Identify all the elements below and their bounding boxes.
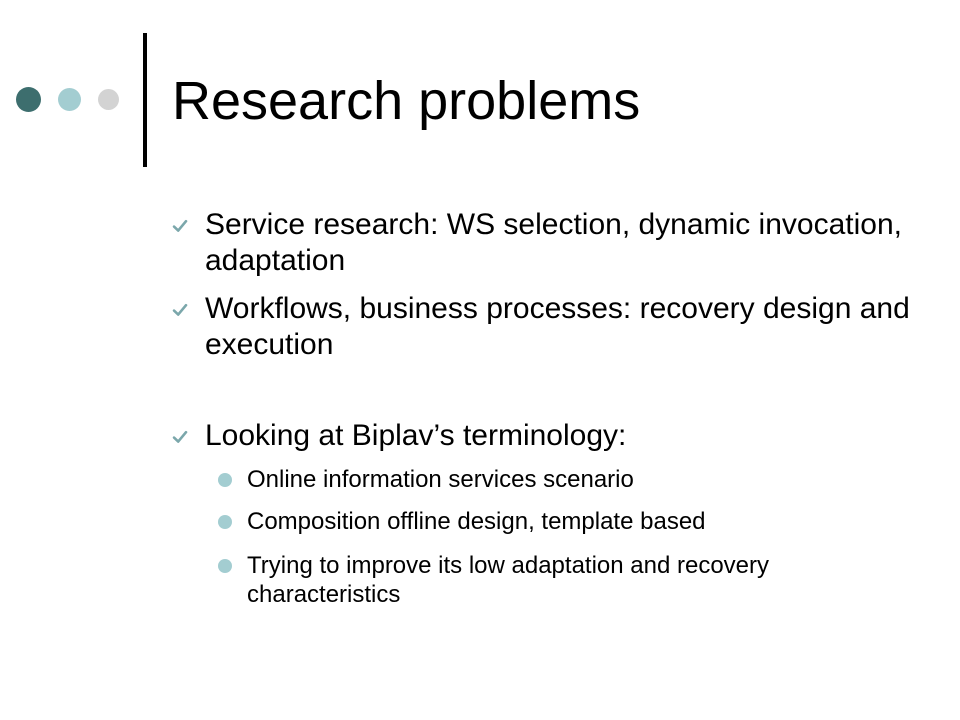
decorative-dot-light <box>98 89 119 110</box>
bullet-item-text: Workflows, business processes: recovery design and execution <box>205 292 910 361</box>
sub-item-adaptation <box>247 551 887 609</box>
bullet-item-terminology <box>205 418 925 454</box>
check-bullet-icon <box>172 302 188 318</box>
bullet-item-text: Looking at Biplav’s terminology: <box>205 419 627 452</box>
check-bullet-icon <box>172 218 188 234</box>
sub-item-text: Composition offline design, template based <box>247 508 706 535</box>
sub-item-text: Trying to improve its low adaptation and recovery characteristics <box>247 552 770 608</box>
sub-item-text: Online information services scenario <box>247 466 634 493</box>
circle-bullet-icon <box>218 473 232 487</box>
circle-bullet-icon <box>218 559 232 573</box>
sub-item-composition <box>247 507 887 536</box>
circle-bullet-icon <box>218 515 232 529</box>
sub-item-online-services <box>247 465 887 494</box>
bullet-item-text: Service research: WS selection, dynamic invocation, adaptation <box>205 208 902 277</box>
title-divider <box>143 33 147 167</box>
decorative-dot-medium <box>58 88 81 111</box>
bullet-item-workflows <box>205 291 925 363</box>
slide-title: Research problems <box>172 71 641 131</box>
bullet-item-service-research <box>205 207 925 279</box>
decorative-dot-dark <box>16 87 41 112</box>
check-bullet-icon <box>172 429 188 445</box>
